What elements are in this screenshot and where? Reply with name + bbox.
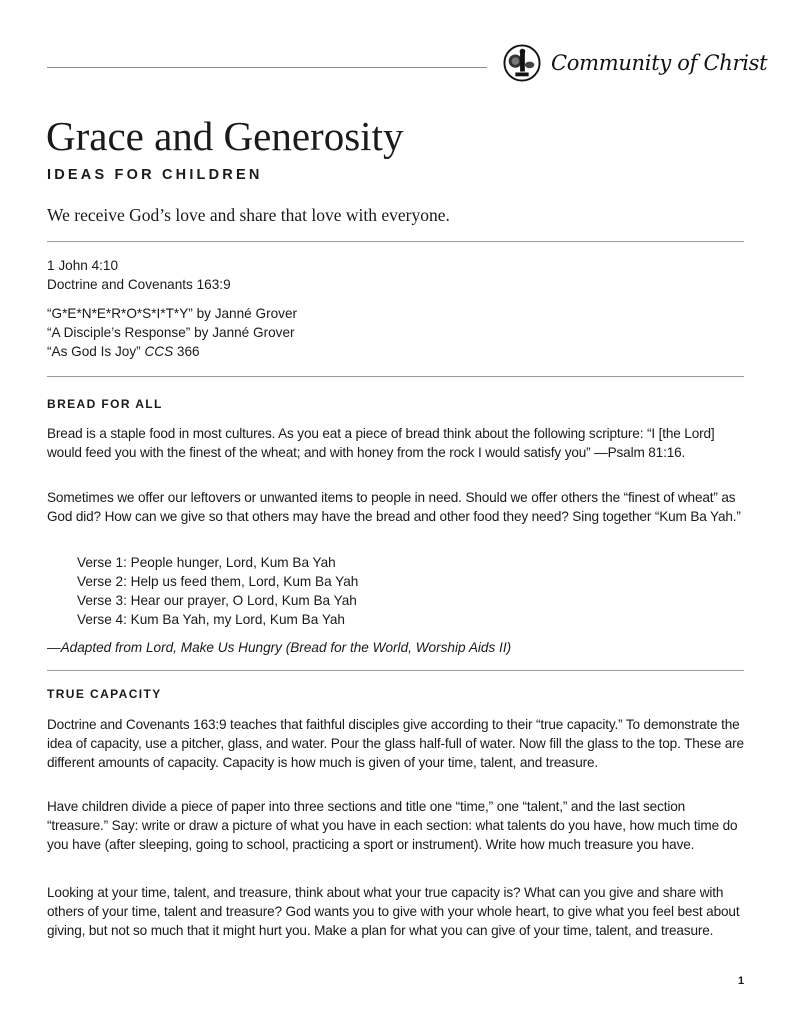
brand-name: Community of Christ: [551, 51, 768, 75]
song-ref: “G*E*N*E*R*O*S*I*T*Y” by Janné Grover: [47, 306, 298, 321]
song-verses: [77, 553, 358, 629]
song-ref: [47, 342, 297, 361]
body-paragraph: Looking at your time, talent, and treasure, think about what your true capacity is? What can you give and share with others of your time, talent and treasure? God wants you to give with your whole heart, to give what you feel best about giving, but not so much that it might hurt you. Make a plan for what you can give of your time, talent, and treasure.: [47, 885, 740, 938]
divider: [47, 376, 744, 377]
section-heading-true-capacity: TRUE CAPACITY: [47, 687, 162, 701]
scripture-ref: Doctrine and Covenants 163:9: [47, 277, 231, 292]
peace-seal-icon: [503, 44, 541, 82]
song-title: “As God Is Joy”: [47, 344, 145, 359]
page-subtitle: IDEAS FOR CHILDREN: [47, 167, 263, 183]
scripture-ref: 1 John 4:10: [47, 258, 119, 273]
verse-line: Verse 1: People hunger, Lord, Kum Ba Yah: [77, 555, 336, 570]
page-title: Grace and Generosity: [46, 113, 404, 159]
header-rule: [47, 67, 487, 68]
body-paragraph: Doctrine and Covenants 163:9 teaches that faithful disciples give according to their “true capacity.” To demonstrate the idea of capacity, use a pitcher, glass, and water. Pour the glass half-full of water. Now fill the glass to the top. These are different amounts of capacity. Capacity is how much is given of your time, talent, and treasure.: [47, 717, 744, 770]
references: [47, 256, 297, 361]
song-credit: —Adapted from Lord, Make Us Hungry (Bread for the World, Worship Aids II): [47, 640, 512, 655]
body-paragraph: Bread is a staple food in most cultures. As you eat a piece of bread think about the following scripture: “I [the Lord] would feed you with the finest of the wheat; and with honey from the rock I would satisfy you” —Psalm 81:16.: [47, 426, 715, 460]
tagline: We receive God’s love and share that love with everyone.: [47, 205, 450, 225]
divider: [47, 670, 744, 671]
section-heading-bread-for-all: BREAD FOR ALL: [47, 397, 163, 411]
divider: [47, 241, 744, 242]
brand-logo: [503, 44, 767, 82]
song-ref: “A Disciple’s Response” by Janné Grover: [47, 325, 295, 340]
page-number: 1: [738, 975, 745, 987]
verse-line: Verse 4: Kum Ba Yah, my Lord, Kum Ba Yah: [77, 612, 345, 627]
verse-line: Verse 3: Hear our prayer, O Lord, Kum Ba Yah: [77, 593, 357, 608]
body-paragraph: Have children divide a piece of paper into three sections and title one “time,” one “talent,” and the last section “treasure.” Say: write or draw a picture of what you have in each section: what talents do you have, how much time do you have (after sleeping, going to school, practicing a sport or instrument). Write how much treasure you have.: [47, 799, 738, 852]
song-book: CCS: [144, 344, 174, 359]
verse-line: Verse 2: Help us feed them, Lord, Kum Ba Yah: [77, 574, 359, 589]
body-paragraph: Sometimes we offer our leftovers or unwanted items to people in need. Should we offer others the “finest of wheat” as God did? How can we give so that others may have the bread and other food they need? Sing together “Kum Ba Yah.”: [47, 490, 741, 524]
song-number: 366: [173, 344, 200, 359]
